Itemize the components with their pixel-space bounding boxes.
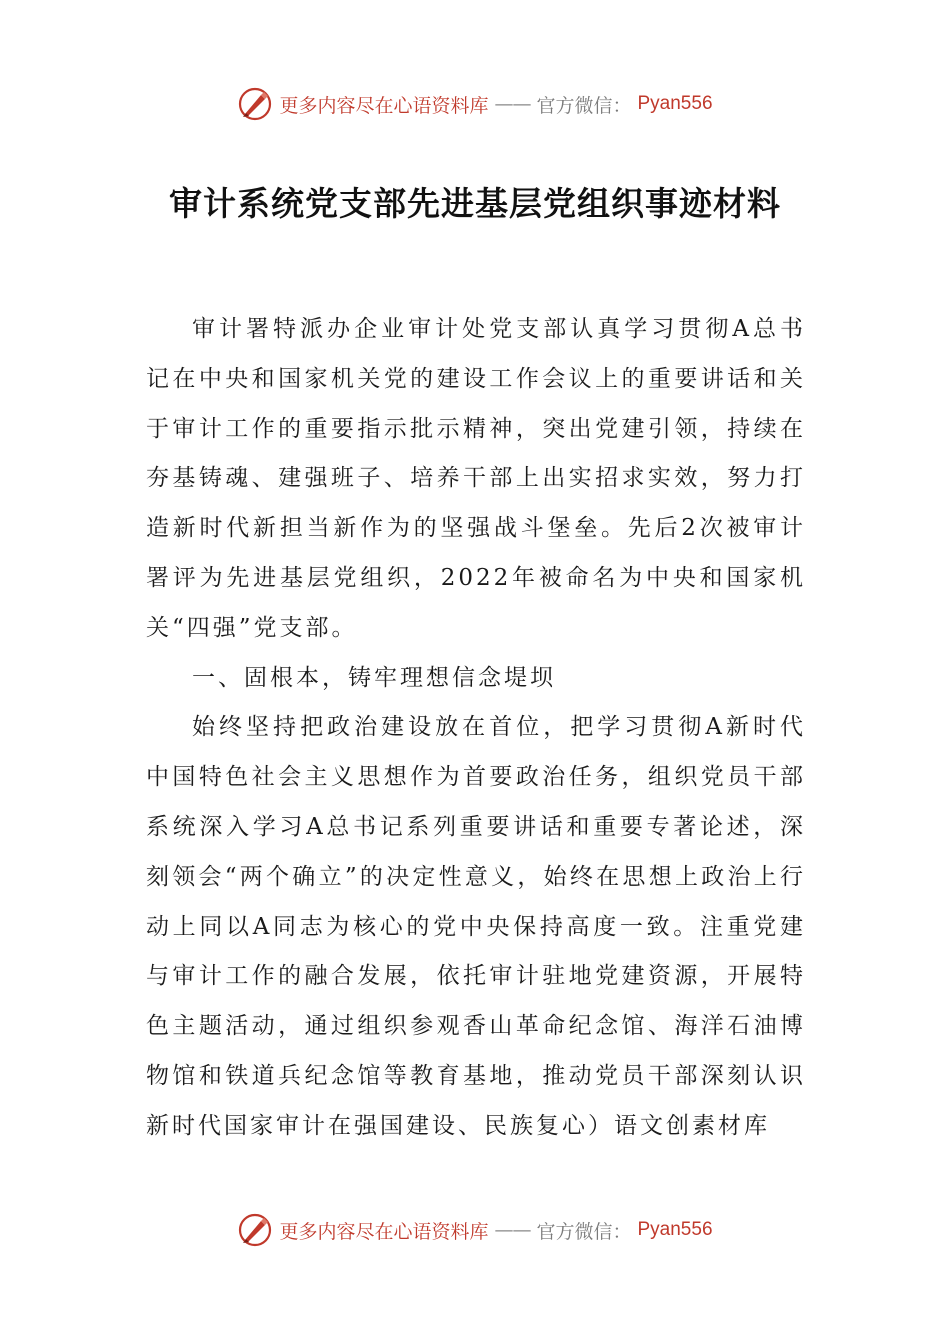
footer-watermark: [0, 1210, 950, 1250]
watermark-wechat-id: Pyan556: [637, 93, 713, 114]
document-body: [146, 305, 806, 1152]
watermark-label: 官方微信：: [536, 1220, 632, 1243]
watermark-dash: ——: [494, 93, 531, 115]
section-heading-1: 一、固根本，铸牢理想信念堤坝: [192, 664, 556, 691]
watermark-site-text: 更多内容尽在心语资料库: [279, 1220, 489, 1243]
watermark-wechat-id: Pyan556: [637, 1219, 713, 1240]
pen-nib-circle-icon: [237, 86, 273, 122]
watermark-label: 官方微信：: [536, 94, 632, 117]
header-watermark: [0, 84, 950, 124]
watermark-site-text: 更多内容尽在心语资料库: [279, 94, 489, 117]
watermark-dash: ——: [494, 1219, 531, 1241]
body-paragraph-section-1: 始终坚持把政治建设放在首位，把学习贯彻A新时代中国特色社会主义思想作为首要政治任务，组织党员干部系统深入学习A总书记系列重要讲话和重要专著论述，深刻领会“两个确立”的决定性意义，始终在思想上政治上行动上同以A同志为核心的党中央保持高度一致。注重党建与审计工作的融合发展，依托审计驻地党建资源，开展特色主题活动，通过组织参观香山革命纪念馆、海洋石油博物馆和铁道兵纪念馆等教育基地，推动党员干部深刻认识新时代国家审计在强国建设、民族复心）语文创素材库: [146, 714, 806, 1139]
document-title: 审计系统党支部先进基层党组织事迹材料: [169, 184, 781, 223]
pen-nib-circle-icon: [237, 1212, 273, 1248]
body-paragraph-intro: 审计署特派办企业审计处党支部认真学习贯彻A总书记在中央和国家机关党的建设工作会议上的重要讲话和关于审计工作的重要指示批示精神，突出党建引领，持续在夯基铸魂、建强班子、培养干部上出实招求实效，努力打造新时代新担当新作为的坚强战斗堡垒。先后2次被审计署评为先进基层党组织，2022年被命名为中央和国家机关“四强”党支部。: [146, 316, 806, 641]
